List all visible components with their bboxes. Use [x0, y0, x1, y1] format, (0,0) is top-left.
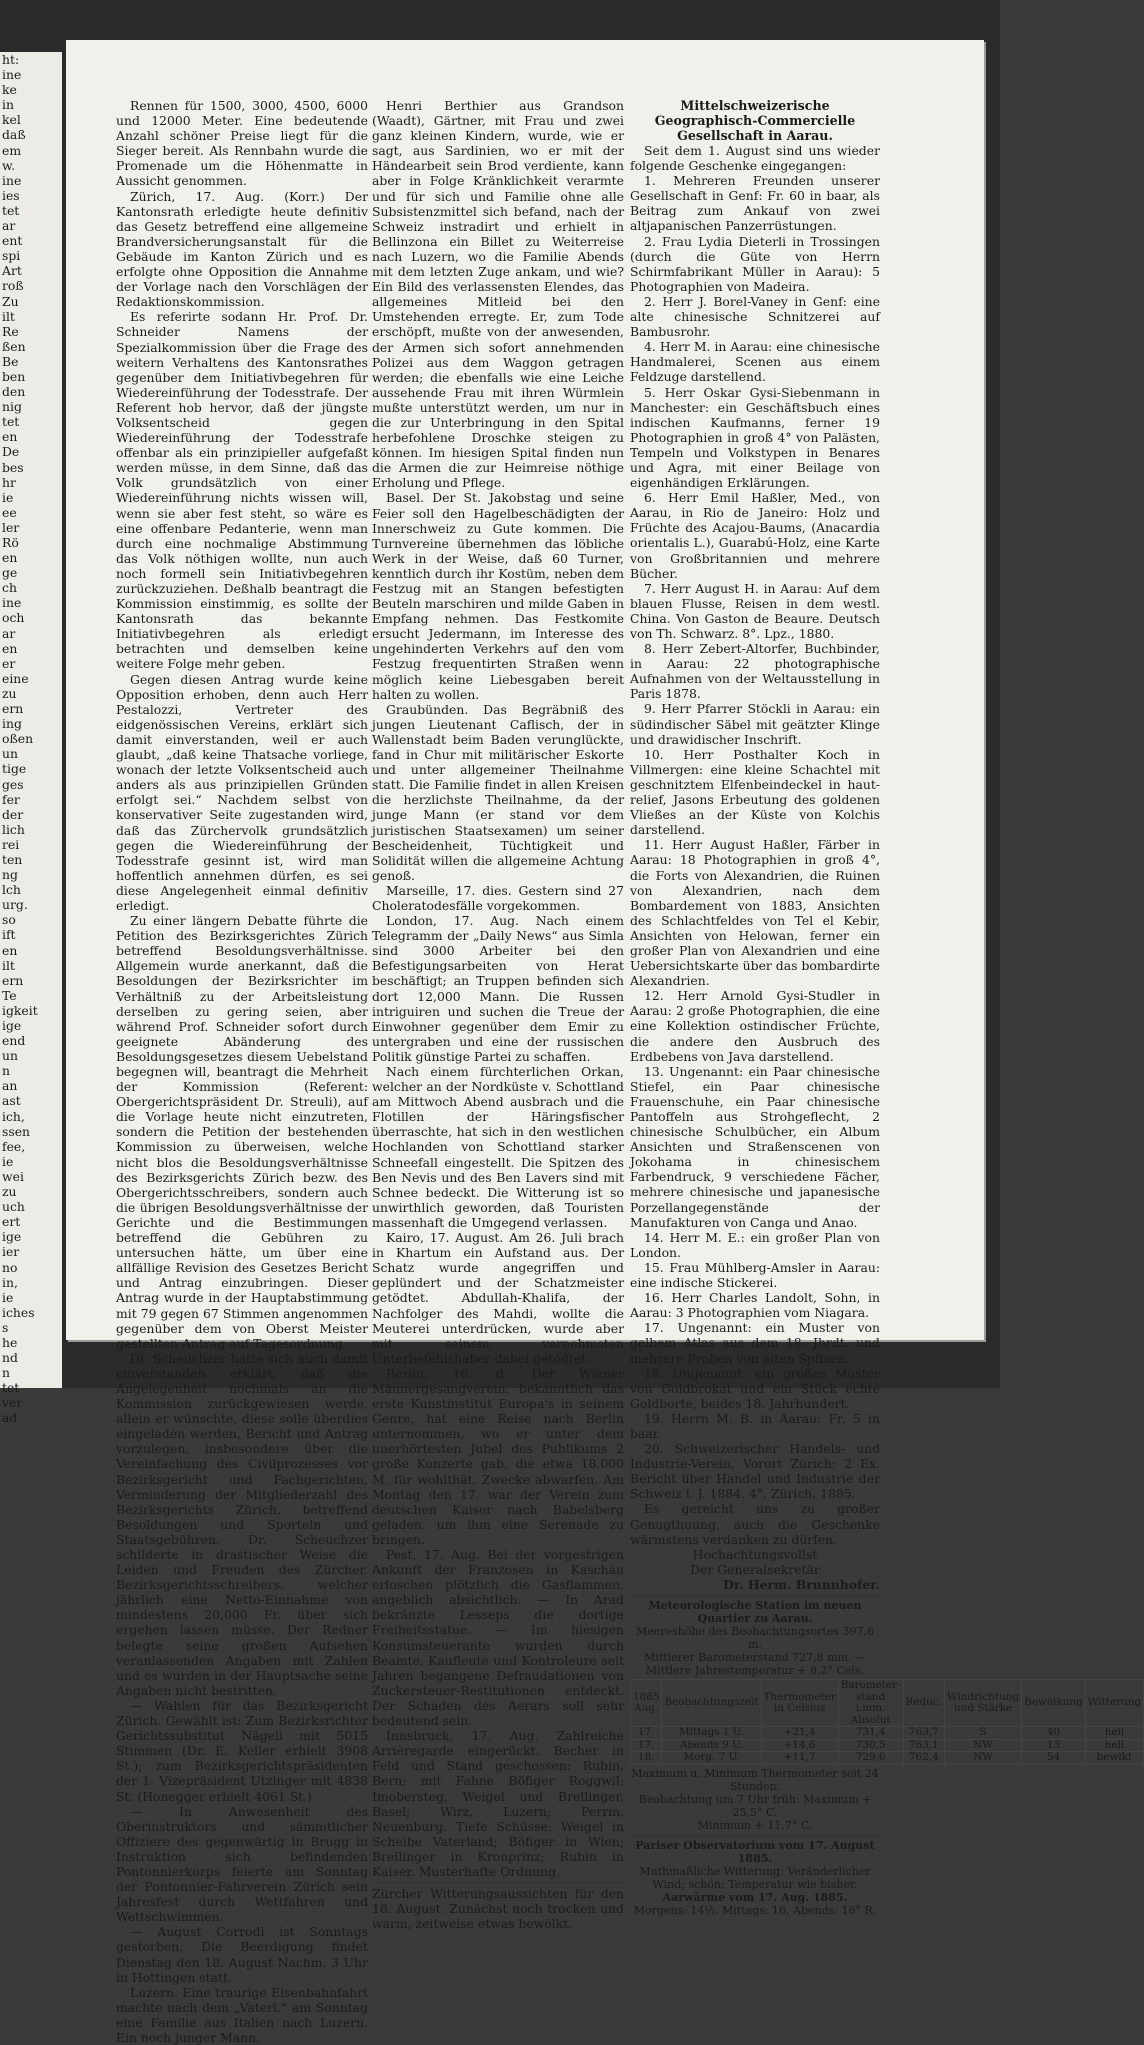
- edge-word: in,: [2, 1274, 18, 1290]
- gift-entry: 6. Herr Emil Haßler, Med., von Aarau, in Rio de Janeiro: Holz und Früchte des Acajou-Baums, (Anacardia orientalis L.), Guarabú-Holz, eine Karte von Großbritannien und mehrere Bücher.: [630, 490, 880, 581]
- edge-word: ten: [2, 851, 23, 867]
- met-cell: 763,7: [903, 1727, 944, 1740]
- edge-word: ges: [2, 776, 24, 792]
- edge-word: ler: [2, 519, 20, 535]
- article-paragraph: Nach einem fürchterlichen Orkan, welcher an der Nordküste v. Schottland am Mittwoch Abend ausbrach und die Flotillen der Häringsfischer überraschte, hat sich in den westlichen Hochlanden von Schottland starker Schneefall eingestellt. Die Spitzen des Ben Nevis und des Ben Lavers sind mit Schnee bedeckt. Die Witterung ist so unwirthlich geworden, daß Touristen massenhaft die Umgegend verlassen.: [372, 1064, 624, 1230]
- edge-word: ie: [2, 489, 14, 505]
- edge-word: tet: [2, 1380, 20, 1396]
- gift-list: [630, 143, 880, 1547]
- edge-word: ie: [2, 1289, 14, 1305]
- met-header-cell: 1885 Aug.: [631, 1680, 662, 1727]
- met-note: Beobachtung um 7 Uhr früh: Maximum + 25,5° C.: [638, 1792, 872, 1819]
- edge-word: Rö: [2, 535, 19, 550]
- met-cell: 17.: [631, 1727, 662, 1740]
- gift-entry: 1. Mehreren Freunden unserer Gesellschaft in Genf: Fr. 60 in baar, als Beitrag zum Ankauf von zwei altjapanischen Panzerrüstungen.: [630, 173, 880, 234]
- article-paragraph: Luzern. Eine traurige Eisenbahnfahrt machte nach dem „Vaterl.“ am Sonntag eine Familie aus Italien nach Luzern. Ein noch junger Mann,: [116, 1984, 368, 2045]
- edge-word: wei: [2, 1168, 24, 1184]
- edge-word: er: [2, 655, 16, 671]
- gift-entry: 18. Ungenannt: ein großes Muster von Goldbrokat und ein Stück echte Goldborte, beides 18. Jahrhundert.: [630, 1365, 880, 1411]
- edge-word: em: [2, 142, 22, 158]
- edge-word: nd: [2, 1350, 18, 1366]
- divider: [630, 1595, 880, 1596]
- article-paragraph: Zürich, 17. Aug. (Korr.) Der Kantonsrath erledigte heute definitiv das Gesetz betreffend eine allgemeine Brandversicherungsanstalt für die Gebäude im Kanton Zürich und es erfolgte ohne Opposition die Annahme der Vorlage nach den Vorschlägen der Redaktionskommission.: [116, 188, 368, 310]
- met-cell: 18.: [631, 1752, 662, 1765]
- edge-word: Zu: [2, 293, 19, 309]
- met-cell: 13: [1022, 1739, 1086, 1752]
- edge-word: ge: [2, 565, 18, 581]
- met-cell: hell: [1085, 1739, 1143, 1752]
- gift-entry: Seit dem 1. August sind uns wieder folgende Geschenke eingegangen:: [630, 143, 880, 174]
- article-paragraph: Dr. Scheuchzer hatte sich auch damit einverstanden erklärt, daß die Angelegenheit nochmals an die Kommission zurückgewiesen werde, allein er wünschte, diese solle überdies eingeladen werden, Bericht und Antrag vorzulegen, insbesondere über die Vereinfachung des Civilprozesses vor Bezirksgericht und Fachgerichten, Verminderung der Mitgliederzahl des Bezirksgerichts Zürich, betreffend Besoldungen und Sporteln und Staatsgebühren. Dr. Scheuchzer schilderte in drastischer Weise die Leiden und Freuden des Zürcher. Bezirksgerichtsschreibers, welcher jährlich eine Netto-Einnahme von mindestens 20,000 Fr. über sich ergehen lassen müsse. Der Redner belegte seine großen Aufsehen veranlassenden Angaben mit Zahlen und es wurden in der Hauptsache seine Angaben nicht bestritten.: [116, 1350, 368, 1698]
- met-row: [631, 1727, 1144, 1740]
- edge-word: ine: [2, 595, 22, 611]
- gift-entry: 10. Herr Posthalter Koch in Villmergen: eine kleine Schachtel mit geschnitztem Elfenbeindeckel in haut-relief, Jasons Erbeutung des goldenen Vließes an der Küste von Kolchis darstellend.: [630, 746, 880, 838]
- edge-word: rei: [2, 836, 20, 852]
- article-paragraph: Berlin, 16. d. Der Wiener Männergesangverein, bekanntlich das erste Kunstinstitut Europa's in seinem Genre, hat eine Reise nach Berlin unternommen, wo er unter dem unerhörtesten Jubel des Publikums 2 große Konzerte gab, die etwa 18,000 M. für wohlthät. Zwecke abwarfen. Am Montag den 17. war der Verein zum deutschen Kaiser nach Babelsberg geladen, um ihm eine Serenade zu bringen.: [372, 1365, 624, 1547]
- met-note: Minimum + 11,7° C.: [697, 1818, 813, 1832]
- met-cell: Morg. 7 U.: [662, 1752, 761, 1765]
- edge-word: igkeit: [2, 1002, 38, 1018]
- water-line: Morgens: 14½, Mittags: 16, Abends: 16° R.: [633, 1903, 877, 1917]
- met-cell: Mittags 1 U.: [662, 1727, 761, 1740]
- gift-entry: 16. Herr Charles Landolt, Sohn, in Aarau: 3 Photographien vom Niagara.: [630, 1290, 880, 1321]
- edge-word: lch: [2, 882, 21, 898]
- gift-entry: 9. Herr Pfarrer Stöckli in Aarau: ein südindischer Säbel mit geätzter Klinge und drawidischer Inschrift.: [630, 701, 880, 747]
- edge-word: ige: [2, 1229, 22, 1245]
- met-cell: +14,6: [761, 1739, 838, 1752]
- met-cell: hell: [1085, 1727, 1143, 1740]
- society-header: Mittelschweizerische Geographisch-Commercielle Gesellschaft in Aarau.: [654, 98, 856, 143]
- edge-word: ßen: [2, 338, 26, 354]
- edge-word: ilt: [2, 308, 15, 324]
- met-table-header: [631, 1680, 1144, 1727]
- article-paragraph: Es referirte sodann Hr. Prof. Dr. Schneider Namens der Spezialkommission über die Frage des weitern Verhaltens des Kantonsrathes gegenüber dem Initiativbegehren für Wiedereinführung der Todesstrafe. Der Referent hob hervor, daß der jüngste Volksentscheid gegen Wiedereinführung der Todesstrafe offenbar als ein prinzipieller aufgefaßt werden müsse, in dem Sinne, daß das Volk grundsätzlich von einer Wiedereinführung nichts wissen will, wenn sie aber fest steht, so wäre es eine offenbare Pedanterie, wenn man durch eine nochmalige Abstimmung das Volk nöthigen wollte, nun auch noch formell sein Initiativbegehren zurückzuziehen. Deßhalb beantragt die Kommission einstimmig, es sollte der Kantonsrath das bekannte Initiativbegehren als erledigt betrachten und demselben keine weitere Folge mehr geben.: [116, 309, 368, 672]
- edge-word: ier: [2, 1244, 20, 1260]
- met-header-cell: Witterung: [1085, 1680, 1143, 1727]
- edge-word: s: [2, 1319, 9, 1335]
- edge-word: en: [2, 640, 18, 656]
- edge-word: ine: [2, 67, 22, 83]
- edge-word: ssen: [2, 1123, 31, 1139]
- signature-role: Der Generalsekretär: [690, 1561, 820, 1577]
- edge-word: en: [2, 942, 18, 958]
- newspaper-page: [66, 40, 1142, 2045]
- edge-word: ke: [2, 82, 17, 98]
- gift-entry: 12. Herr Arnold Gysi-Studler in Aarau: 2 große Photographien, die eine eine Kollektion ostindischer Früchte, die andere den Ausbruch des Erdbebens von Java darstellend.: [630, 988, 880, 1064]
- paris-observatory: [630, 1839, 880, 1891]
- met-header-cell: Barometer-stand i.mm. Absolut: [838, 1680, 903, 1727]
- gift-entry: 5. Herr Oskar Gysi-Siebenmann in Manchester: ein Geschäftsbuch eines indischen Kaufmanns, ferner 19 Photographien in groß 4° von Palästen, Tempeln und Volkstypen in Benares und Agra, mit einer Beilage von eigenhändigen Erklärungen.: [630, 384, 880, 491]
- signature-greeting: Hochachtungsvollst: [692, 1546, 818, 1562]
- edge-word: uch: [2, 1199, 25, 1215]
- signature-name: Dr. Herm. Brunnhofer.: [723, 1576, 880, 1592]
- edge-word: no: [2, 1259, 18, 1275]
- met-cell: +11,7: [761, 1752, 838, 1765]
- met-cell: Abends 9 U.: [662, 1739, 761, 1752]
- gift-entry: 2. Herr J. Borel-Vaney in Genf: eine alte chinesische Schnitzerei auf Bambusrohr.: [630, 293, 880, 340]
- met-station-averages: Mittlerer Barometerstand 727,8 mm. — Mittlere Jahrestemperatur + 8,2° Cels.: [644, 1651, 866, 1677]
- article-paragraph: Basel. Der St. Jakobstag und seine Feier soll den Hagelbeschädigten der Innerschweiz zu Gute kommen. Die Turnvereine übernehmen das löbliche Werk in der Weise, daß 60 Turner, kenntlich durch ihr Kostüm, neben dem Festzug mit an Stangen befestigten Beuteln marschiren und milde Gaben in Empfang nehmen. Das Festkomite ersucht Jedermann, im Interesse des ungehinderten Verkehrs auf den vom Festzug frequentirten Straßen wenn möglich keine Liebesgaben bereit halten zu wollen.: [372, 490, 624, 702]
- met-note: Maximum u. Minimum Thermometer seit 24 Stunden.: [631, 1766, 879, 1793]
- edge-word: urg.: [2, 897, 28, 913]
- edge-word: n: [2, 1365, 10, 1381]
- met-cell: 54: [1022, 1752, 1086, 1765]
- edge-word: kel: [2, 112, 21, 128]
- previous-page-edge: [0, 52, 62, 1426]
- met-row: [631, 1752, 1144, 1765]
- gift-entry: 14. Herr M. E.: ein großer Plan von London.: [630, 1229, 880, 1260]
- met-notes: [630, 1767, 880, 1832]
- edge-word: n: [2, 1063, 10, 1079]
- met-table-body: [631, 1727, 1144, 1765]
- article-paragraph: — August Corrodi ist Sonntags gestorben. Die Beerdigung findet Dienstag den 18. August Nachm. 3 Uhr in Hottingen statt.: [116, 1924, 368, 1985]
- edge-word: Be: [2, 353, 19, 369]
- met-header-cell: Reduc.: [903, 1680, 944, 1727]
- edge-word: ift: [2, 927, 16, 943]
- met-cell: 40: [1022, 1727, 1086, 1740]
- edge-word: ine: [2, 172, 22, 188]
- edge-word: en: [2, 429, 18, 445]
- met-cell: 730,5: [838, 1739, 903, 1752]
- edge-word: eine: [2, 670, 29, 686]
- met-header-cell: Windrichtung und Stärke: [945, 1680, 1022, 1727]
- divider: [372, 1882, 624, 1883]
- edge-word: ert: [2, 1214, 21, 1230]
- met-cell: 762,4: [903, 1752, 944, 1765]
- edge-word: fee,: [2, 1138, 26, 1154]
- edge-word: zu: [2, 1184, 17, 1200]
- article-paragraph: Innsbruck, 17. Aug. Zahlreiche Arrièregarde eingerückt. Becher in Feld und Stand geschossen: Rubin, Bern; mit Fahne Böfiger Roggwil; Imobersteg, Weigel und Brellinger, Basel; Wirz, Luzern; Perrin, Neuenburg. Tiefe Schüsse: Weigel in Scheibe Vaterland; Böfiger in Wien; Brellinger in Kronprinz; Rubin in Kaiser. Musterhafte Ordnung.: [372, 1728, 624, 1879]
- edge-word: tet: [2, 414, 20, 430]
- edge-word: un: [2, 1048, 18, 1064]
- edge-word: Art: [2, 263, 22, 279]
- article-paragraph: Gegen diesen Antrag wurde keine Opposition erhoben, denn auch Herr Pestalozzi, Vertreter des eidgenössischen Vereins, erklärt sich damit einverstanden, weil er auch glaubt, „daß keine Thatsache vorliege, wonach der letzte Volksentscheid auch anders als aus prinzipiellen Gründen erfolgt sei.“ Nachdem selbst von konservativer Seite zugestanden wird, daß das Zürchervolk grundsätzlich gegen die Wiedereinführung der Todesstrafe gesinnt ist, wird man hoffentlich annehmen dürfen, es sei diese Angelegenheit einmal definitiv erledigt.: [116, 671, 368, 913]
- edge-word: ar: [2, 625, 16, 641]
- edge-word: ern: [2, 701, 24, 717]
- met-cell: NW: [945, 1752, 1022, 1765]
- edge-word: hr: [2, 474, 16, 490]
- column-2: [372, 98, 624, 1931]
- gift-entry: 20. Schweizerischer Handels- und Industrie-Verein, Vorort Zürich: 2 Ex. Bericht über Handel und Industrie der Schweiz i. J. 1884. 4°. Zürich, 1885.: [630, 1441, 880, 1502]
- article-paragraph: Marseille, 17. dies. Gestern sind 27 Choleratodesfälle vorgekommen.: [372, 882, 624, 913]
- edge-word: ee: [2, 504, 17, 520]
- met-station-altitude: Meereshöhe des Beobachtungsortes 397,6 m.: [636, 1625, 874, 1651]
- met-cell: 729,6: [838, 1752, 903, 1765]
- edge-word: he: [2, 1334, 18, 1350]
- edge-word: ern: [2, 972, 24, 988]
- edge-word: in: [2, 97, 14, 113]
- edge-word: ar: [2, 218, 16, 234]
- edge-word: Te: [2, 987, 17, 1003]
- met-cell: 763,1: [903, 1739, 944, 1752]
- edge-word: och: [2, 610, 25, 626]
- article-paragraph: Pest, 17. Aug. Bei der vorgestrigen Ankunft der Franzosen in Kaschau erloschen plötzlich die Gasflammen, angeblich absichtlich. — In Arad bekränzte Lesseps die dortige Freiheitsstatue. — Im hiesigen Konsumsteuerante wurden durch Beamte, Kaufleute und Kontroleure seit Jahren begangene Defraudationen von Zuckersteuer-Restitutionen entdeckt. Der Schaden des Aerars soll sehr bedeutend sein.: [372, 1547, 624, 1729]
- gift-entry: 7. Herr August H. in Aarau: Auf dem blauen Flusse, Reisen in dem westl. China. Von Gaston de Beaure. Deutsch von Th. Schwarz. 8°. Lpz., 1880.: [630, 580, 880, 641]
- met-header-cell: Bewölkung: [1022, 1680, 1086, 1727]
- article-paragraph: Henri Berthier aus Grandson (Waadt), Gärtner, mit Frau und zwei ganz kleinen Kindern, wurde, wie er sagt, aus Sardinien, wo er mit der Händearbeit sein Brod verdiente, kann aber in Folge Kränklichkeit verarmte und für sich und Familie ohne alle Subsistenzmittel sich befand, nach der Schweiz instradirt und erhielt in Bellinzona ein Billet zu Weiterreise nach Luzern, wo die Familie Abends mit dem letzten Zuge ankam, und wie? Ein Bild des verlassensten Elendes, das allgemeines Mitleid bei den Umstehenden erregte. Er, zum Tode erschöpft, mußte von der anwesenden, der Armen sich sofort annehmenden Polizei aus dem Waggon getragen werden; die ebenfalls wie eine Leiche aussehende Frau mit ihren Würmlein mußte unterstützt werden, um nur in die zur Unterbringung in den Spital herbefohlene Droschke steigen zu können. Im hiesigen Spital finden nun die Armen die zur Heimreise nöthige Erholung und Pflege.: [372, 98, 624, 491]
- met-table: [630, 1679, 1144, 1765]
- weather-forecast: Zürcher Witterungsaussichten für den 18. August. Zunächst noch trocken und warm, zeitweise etwas bewölkt.: [372, 1886, 624, 1932]
- edge-word: daß: [2, 127, 26, 143]
- met-cell: NW: [945, 1739, 1022, 1752]
- paris-line: Muthmaßliche Witterung: Veränderlicher Wind; schön; Temperatur wie bisher.: [639, 1864, 871, 1891]
- article-paragraph: Rennen für 1500, 3000, 4500, 6000 und 12000 Meter. Eine bedeutende Anzahl schöner Preise liegt für die Sieger bereit. Als Rennbahn wurde die Promenade um die Höhenmatte in Aussicht genommen.: [116, 98, 368, 189]
- gift-entry: 8. Herr Zebert-Altorfer, Buchbinder, in Aarau: 22 photographische Aufnahmen von der Weltausstellung in Paris 1878.: [630, 641, 880, 702]
- edge-word: nig: [2, 399, 22, 415]
- met-cell: 731,4: [838, 1727, 903, 1740]
- met-cell: bewlkt: [1085, 1752, 1143, 1765]
- edge-word: un: [2, 746, 18, 762]
- article-paragraph: Kairo, 17. August. Am 26. Juli brach in Khartum ein Aufstand aus. Der Schatz wurde angegriffen und geplündert und der Schatzmeister getödtet. Abdullah-Khalifa, der Nachfolger des Mahdi, wollte die Meuterei unterdrücken, wurde aber mit seinem vornehmsten Unterbefehlshaber dabei getödtet.: [372, 1230, 624, 1366]
- gift-entry: 13. Ungenannt: ein Paar chinesische Stiefel, ein Paar chinesische Frauenschuhe, ein Paar chinesische Pantoffeln aus Strohgeflecht, 2 chinesische Schulbücher, ein Album Ansichten und Straßenscenen von Jokohama in chinesischem Farbendruck, 9 verschiedene Fächer, mehrere chinesische und japanesische Porzellangegenstände der Manufakturen von Canga und Anao.: [630, 1063, 880, 1230]
- edge-word: tet: [2, 202, 20, 218]
- gift-entry: 17. Ungenannt: ein Muster von gelbem Atlas aus dem 18. Jhrdt. und mehrere Proben von alten Spitzen.: [630, 1320, 880, 1366]
- edge-word: ast: [2, 1093, 21, 1109]
- gift-entry: 19. Herrn M. B. in Aarau: Fr. 5 in baar.: [630, 1410, 880, 1441]
- divider: [630, 1835, 880, 1836]
- edge-word: ing: [2, 716, 22, 732]
- edge-word: end: [2, 1033, 26, 1049]
- paris-line: Pariser Observatorium vom 17. August 1885.: [635, 1838, 875, 1865]
- edge-word: ige: [2, 1018, 22, 1033]
- edge-word: roß: [2, 278, 24, 294]
- edge-word: en: [2, 550, 18, 566]
- edge-word: oßen: [2, 731, 34, 747]
- edge-word: ben: [2, 368, 26, 384]
- edge-word: ver: [2, 1395, 23, 1411]
- met-station-title: Meteorologische Station im neuen Quartier zu Aarau.: [648, 1599, 862, 1625]
- edge-word: iches: [2, 1304, 35, 1320]
- edge-word: lich: [2, 821, 25, 837]
- water-line: Aarwärme vom 17. Aug. 1885.: [662, 1890, 848, 1904]
- gift-entry: 2. Frau Lydia Dieterli in Trossingen (durch die Güte von Herrn Schirmfabrikant Müller in Aarau): 5 Photographien von Madeira.: [630, 233, 880, 294]
- column-3: [630, 98, 1142, 1917]
- edge-word: ch: [2, 580, 17, 596]
- edge-word: zu: [2, 685, 17, 701]
- column-1: [116, 98, 368, 2045]
- article-paragraph: — Wahlen für das Bezirksgericht Zürich. Gewählt ist: Zum Bezirksrichter Gerichtssubstitut Nägeli mit 5015 Stimmen (Dr. E. Keller erhielt 3908 St.); zum Bezirksgerichtspräsidenten der 1. Vizepräsident Utzinger mit 4838 St. (Honegger erhielt 4061 St.): [116, 1697, 368, 1804]
- met-cell: S: [945, 1727, 1022, 1740]
- edge-word: ad: [2, 1410, 18, 1426]
- gift-entry: 15. Frau Mühlberg-Amsler in Aarau: eine indische Stickerei.: [630, 1259, 880, 1291]
- edge-word: spi: [2, 248, 21, 264]
- met-header-cell: Beobachtungszeit: [662, 1680, 761, 1727]
- met-header-cell: Thermometer in Celsius: [761, 1680, 838, 1727]
- edge-word: den: [2, 384, 26, 400]
- gift-entry: 4. Herr M. in Aarau: eine chinesische Handmalerei, Scenen aus einem Feldzuge darstellend.: [630, 339, 880, 385]
- edge-word: ilt: [2, 957, 15, 973]
- article-paragraph: London, 17. Aug. Nach einem Telegramm der „Daily News“ aus Simla sind 3000 Arbeiter bei den Befestigungsarbeiten von Herat beschäftigt; an Truppen befinden sich dort 12,000 Mann. Die Russen intriguiren und suchen die Treue der Einwohner gegenüber dem Emir zu untergraben und eine der russischen Politik günstige Partei zu schaffen.: [372, 913, 624, 1064]
- edge-word: der: [2, 806, 24, 822]
- met-row: [631, 1739, 1144, 1752]
- edge-word: De: [2, 444, 20, 460]
- edge-word: ent: [2, 233, 23, 249]
- met-cell: +21,4: [761, 1727, 838, 1740]
- gift-entry: Es gereicht uns zu großer Genugthuung, auch die Geschenke wärmstens verdanken zu dürfen.: [630, 1501, 880, 1547]
- edge-word: ng: [2, 867, 18, 883]
- edge-word: ich,: [2, 1108, 25, 1124]
- edge-word: w.: [2, 157, 16, 173]
- edge-word: tige: [2, 761, 27, 777]
- edge-word: ie: [2, 1153, 14, 1169]
- edge-word: bes: [2, 459, 24, 475]
- article-paragraph: — In Anwesenheit des Oberinstruktors und sämmtlicher Offiziere des gegenwärtig in Brugg in Instruktion sich befindenden Pontonnierkorps feierte am Sonntag der Pontonnier-Fahrverein Zürich sein Jahresfest durch Wettfahren und Wettschwimmen.: [116, 1803, 368, 1925]
- article-paragraph: Zu einer längern Debatte führte die Petition des Bezirksgerichtes Zürich betreffend Besoldungsverhältnisse. Allgemein wurde anerkannt, daß die Besoldungen der Bezirksrichter im Verhältniß zu der Arbeitsleistung derselben zu gering seien, aber während Prof. Schneider sofort durch geeignete Abänderung des Besoldungsgesetzes diesem Uebelstand begegnen will, beantragt die Mehrheit der Kommission (Referent: Obergerichtspräsident Dr. Streuli), auf die Vorlage heute nicht einzutreten, sondern die Petition der bestehenden Kommission zu überweisen, welche nicht blos die Besoldungsverhältnisse des Bezirksgerichts Zürich bezw. des Obergerichtsschreibers, sondern auch die übrigen Besoldungsverhältnisse der Gerichte und die Bestimmungen betreffend die Gebühren zu untersuchen hätte, um über eine allfällige Revision des Gesetzes Bericht und Antrag einzubringen. Dieser Antrag wurde in der Hauptabstimmung mit 79 gegen 67 Stimmen angenommen gegenüber dem von Oberst Meister gestellten Antrag auf Tagesordnung.: [116, 913, 368, 1351]
- met-cell: 17.: [631, 1739, 662, 1752]
- edge-word: so: [2, 912, 16, 928]
- edge-word: ies: [2, 187, 20, 203]
- water-temperature: [630, 1891, 880, 1917]
- edge-word: fer: [2, 791, 20, 807]
- edge-word: an: [2, 1078, 18, 1094]
- gift-entry: 11. Herr August Haßler, Färber in Aarau: 18 Photographien in groß 4°, die Forts von Alexandrien, die Ruinen von Alexandrien, nach dem Bombardement von 1883, Ansichten des Schlachtfeldes von Tel el Kebir, Ansichten von Helowan, ferner ein großer Plan von Alexandrien und eine Uebersichtskarte über das bombardirte Alexandrien.: [630, 837, 880, 989]
- article-paragraph: Graubünden. Das Begräbniß des jungen Lieutenant Caflisch, der in Wallenstadt beim Baden verunglückte, fand in Chur mit militärischer Eskorte und unter allgemeiner Theilnahme statt. Die Familie findet in allen Kreisen die herzlichste Theilnahme, da der junge Mann (er stand vor dem juristischen Staatsexamen) um seiner Bescheidenheit, Tüchtigkeit und Solidität willen die allgemeine Achtung genoß.: [372, 701, 624, 883]
- edge-word: Re: [2, 323, 19, 339]
- edge-word: ht:: [2, 52, 20, 67]
